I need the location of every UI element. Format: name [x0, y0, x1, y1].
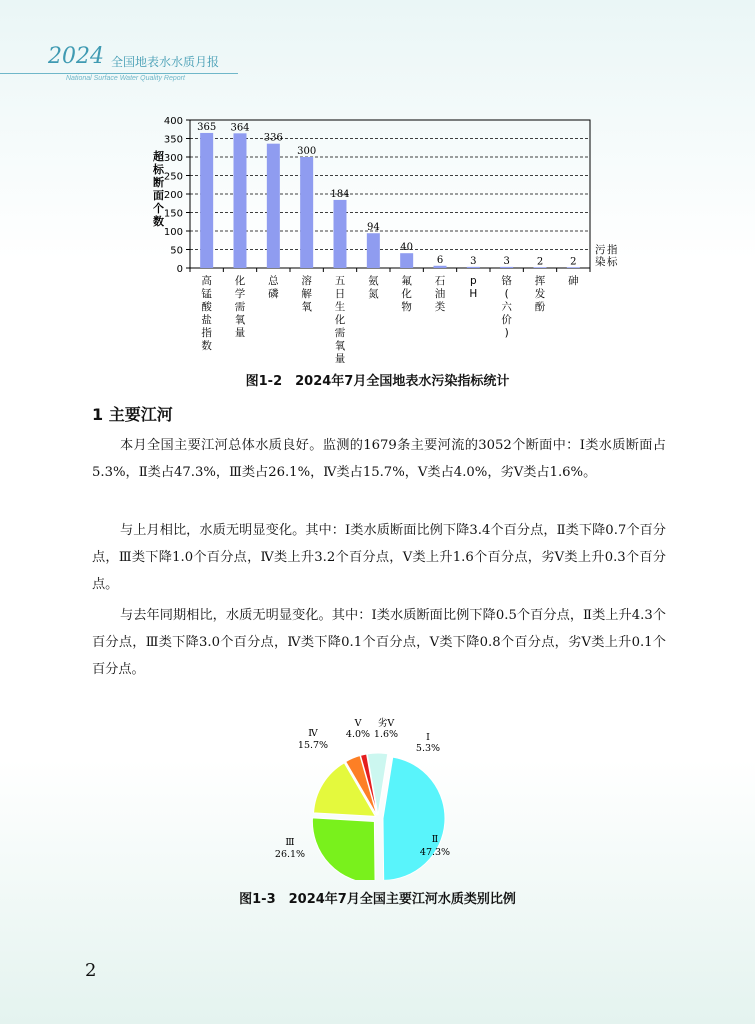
- bar-value-label: 365: [197, 121, 217, 133]
- y-tick-label: 0: [176, 264, 183, 275]
- pie-category-label: 劣Ⅴ: [377, 718, 395, 729]
- bar-value-label: 40: [400, 242, 414, 254]
- pie-value-label: 26.1%: [274, 849, 306, 860]
- report-header: [0, 40, 260, 90]
- page-number: 2: [85, 960, 97, 981]
- pie-slice: [383, 757, 445, 880]
- x-axis-label: 污染指标: [595, 244, 618, 268]
- header-rule: [0, 73, 238, 74]
- bar-value-label: 364: [230, 122, 250, 134]
- bar: [434, 266, 447, 268]
- header-title: 全国地表水水质月报: [111, 55, 220, 69]
- y-tick-label: 100: [163, 227, 183, 238]
- bar-value-label: 336: [263, 132, 283, 144]
- x-category-label: 挥发酚: [534, 275, 546, 313]
- bar: [467, 267, 480, 268]
- x-category-label: 高锰酸盐指数: [201, 275, 212, 352]
- pie-value-label: 1.6%: [373, 729, 399, 740]
- header-subtitle: National Surface Water Quality Report: [66, 75, 185, 82]
- water-quality-class-pie-chart: [270, 710, 490, 880]
- bar-value-label: 184: [330, 188, 350, 200]
- bar-value-label: 3: [503, 255, 510, 267]
- bar-value-label: 2: [536, 256, 544, 268]
- bar-value-label: 6: [436, 254, 444, 266]
- bar-value-label: 94: [366, 222, 380, 234]
- bar: [400, 253, 413, 268]
- pie-value-label: 47.3%: [419, 847, 451, 858]
- figure-1-3-caption: 图1-3 2024年7月全国主要江河水质类别比例: [239, 892, 516, 907]
- x-category-label: 总磷: [268, 275, 279, 300]
- y-tick-label: 150: [163, 208, 183, 220]
- x-category-label: 溶解氧: [301, 275, 312, 313]
- x-category-label: 氟化物: [401, 275, 412, 313]
- bar-value-label: 300: [297, 146, 317, 157]
- y-tick-label: 400: [163, 116, 183, 127]
- bar: [567, 267, 580, 268]
- bar: [334, 200, 347, 268]
- x-category-label: 氨氮: [368, 275, 379, 300]
- pie-value-label: 15.7%: [297, 740, 329, 751]
- bar: [500, 267, 513, 268]
- pie-category-label: Ⅲ: [285, 837, 295, 848]
- header-year: 2024: [48, 44, 104, 69]
- pie-category-label: Ⅱ: [431, 834, 439, 845]
- paragraph-3: 与去年同期相比，水质无明显变化。其中：Ⅰ类水质断面比例下降0.5个百分点，Ⅱ类上升4.3个百分点，Ⅲ类下降3.0个百分点，Ⅳ类下降0.1个百分点，Ⅴ类下降0.8个百分点，劣Ⅴ类上升0.1个百分点。: [92, 608, 666, 677]
- bar: [267, 144, 280, 268]
- bar-value-label: 3: [470, 255, 477, 267]
- y-tick-label: 250: [163, 171, 183, 183]
- bar: [534, 267, 547, 268]
- x-category-label: 五日生化需氧量: [334, 275, 346, 365]
- x-category-label: 石油类: [434, 275, 446, 313]
- pie-value-label: 5.3%: [415, 743, 441, 754]
- pie-slice: [312, 818, 375, 880]
- x-category-label: 砷: [568, 275, 579, 287]
- bar: [300, 157, 313, 268]
- pollution-indicator-bar-chart: [140, 110, 620, 365]
- y-tick-label: 300: [163, 153, 183, 164]
- bar: [234, 133, 247, 268]
- x-category-label: 铬(六价): [501, 275, 512, 339]
- pie-value-label: 4.0%: [345, 729, 371, 740]
- paragraph-2: 与上月相比，水质无明显变化。其中：Ⅰ类水质断面比例下降3.4个百分点，Ⅱ类下降0.7个百分点，Ⅲ类下降1.0个百分点，Ⅳ类上升3.2个百分点，Ⅴ类上升1.6个百分点，劣Ⅴ类上升0.3个百分点。: [92, 523, 666, 592]
- pie-category-label: Ⅰ: [426, 732, 430, 743]
- section-title: 1 主要江河: [92, 405, 173, 424]
- x-category-label: p H: [469, 275, 478, 300]
- pie-category-label: Ⅳ: [308, 728, 318, 739]
- bar: [200, 133, 213, 268]
- bar-value-label: 2: [570, 256, 577, 268]
- bar: [367, 233, 380, 268]
- figure-1-2-caption: 图1-2 2024年7月全国地表水污染指标统计: [245, 374, 510, 389]
- x-category-label: 化学需氧量: [234, 275, 246, 339]
- paragraph-1: 本月全国主要江河总体水质良好。监测的1679条主要河流的3052个断面中：Ⅰ类水质断面占5.3%，Ⅱ类占47.3%，Ⅲ类占26.1%，Ⅳ类占15.7%，Ⅴ类占4.0%，劣Ⅴ类占1.6%。: [92, 438, 666, 480]
- y-axis-label: 超标断面个数: [153, 150, 164, 228]
- y-tick-label: 50: [170, 245, 183, 257]
- pie-category-label: Ⅴ: [354, 718, 362, 729]
- y-tick-label: 200: [163, 190, 183, 201]
- y-tick-label: 350: [163, 134, 183, 146]
